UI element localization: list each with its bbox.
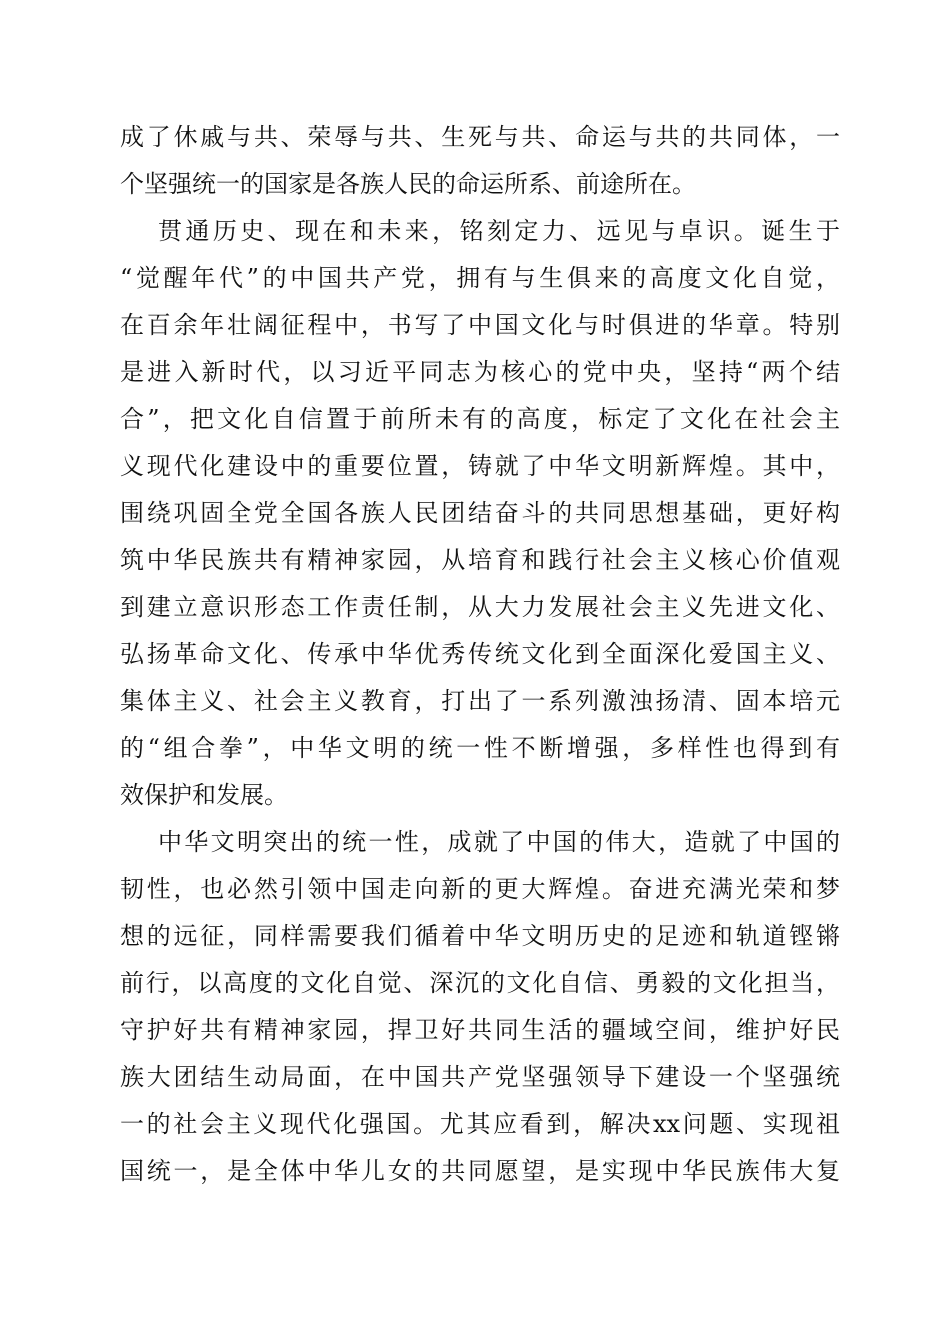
text-line: 成了休戚与共、荣辱与共、生死与共、命运与共的共同体，一 xyxy=(120,123,840,151)
text-line: 合”，把文化自信置于前所未有的高度，标定了文化在社会主 xyxy=(120,405,840,433)
body-text xyxy=(120,114,840,1195)
text-line: 围绕巩固全党全国各族人民团结奋斗的共同思想基础，更好构 xyxy=(120,499,840,527)
text-line: 个坚强统一的国家是各族人民的命运所系、前途所在。 xyxy=(120,170,696,198)
text-line: 集体主义、社会主义教育，打出了一系列激浊扬清、固本培元 xyxy=(120,687,840,715)
text-line: “觉醒年代”的中国共产党，拥有与生俱来的高度文化自觉， xyxy=(120,264,840,292)
text-line: 义现代化建设中的重要位置，铸就了中华文明新辉煌。其中， xyxy=(120,452,840,480)
text-line: 到建立意识形态工作责任制，从大力发展社会主义先进文化、 xyxy=(120,593,840,621)
text-line: 效保护和发展。 xyxy=(120,781,288,809)
text-line: 想的远征，同样需要我们循着中华文明历史的足迹和轨道铿锵 xyxy=(120,922,840,950)
text-line: 族大团结生动局面，在中国共产党坚强领导下建设一个坚强统 xyxy=(120,1063,840,1091)
text-line: 守护好共有精神家园，捍卫好共同生活的疆域空间，维护好民 xyxy=(120,1016,840,1044)
text-line: 韧性，也必然引领中国走向新的更大辉煌。奋进充满光荣和梦 xyxy=(120,875,840,903)
text-line: 筑中华民族共有精神家园，从培育和践行社会主义核心价值观 xyxy=(120,546,840,574)
paragraph-start-line: 贯通历史、现在和未来，铭刻定力、远见与卓识。诞生于 xyxy=(158,217,840,245)
text-line: 在百余年壮阔征程中，书写了中国文化与时俱进的华章。特别 xyxy=(120,311,840,339)
text-line: 一的社会主义现代化强国。尤其应看到，解决xx问题、实现祖 xyxy=(120,1110,840,1138)
text-line: 弘扬革命文化、传承中华优秀传统文化到全面深化爱国主义、 xyxy=(120,640,840,668)
text-line: 国统一，是全体中华儿女的共同愿望，是实现中华民族伟大复 xyxy=(120,1157,840,1185)
paragraph-start-line: 中华文明突出的统一性，成就了中国的伟大，造就了中国的 xyxy=(158,828,840,856)
text-line: 的“组合拳”，中华文明的统一性不断增强，多样性也得到有 xyxy=(120,734,840,762)
text-line: 是进入新时代，以习近平同志为核心的党中央，坚持“两个结 xyxy=(120,358,840,386)
text-line: 前行，以高度的文化自觉、深沉的文化自信、勇毅的文化担当， xyxy=(120,969,840,997)
